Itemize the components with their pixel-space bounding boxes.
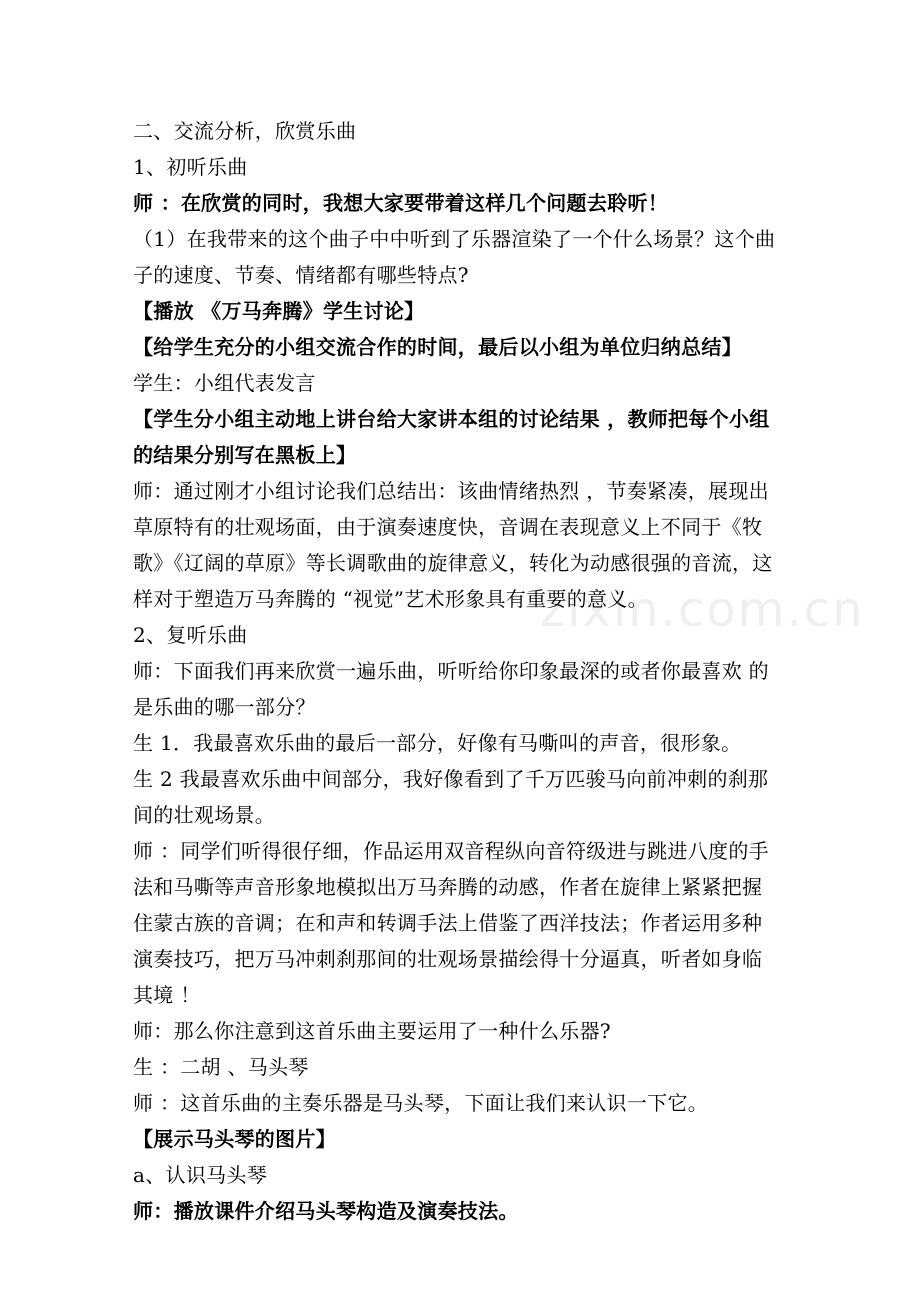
teacher-line: 草原特有的壮观场面，由于演奏速度快，音调在表现意义上不同于《牧 (133, 515, 763, 539)
teacher-line: 住蒙古族的音调；在和声和转调手法上借鉴了西洋技法；作者运用多种 (133, 911, 763, 935)
subheading-first-listen: 1、初听乐曲 (133, 155, 248, 179)
question-line: （1）在我带来的这个曲子中中听到了乐器渲染了一个什么场景？这个曲 (133, 227, 776, 251)
heading-section-2: 二、交流分析，欣赏乐曲 (133, 119, 357, 143)
teacher-line: 样对于塑造万马奔腾的 “视觉”艺术形象具有重要的意义。 (133, 587, 648, 611)
teacher-line: 师 ：同学们听得很仔细，作品运用双音程纵向音符级进与跳进八度的手 (133, 839, 769, 863)
teacher-line: 是乐曲的哪一部分？ (133, 695, 316, 719)
teacher-line: 师：下面我们再来欣赏一遍乐曲，听听给你印象最深的或者你最喜欢 的 (133, 659, 769, 683)
subheading-know-instrument: a、认识马头琴 (133, 1163, 268, 1187)
student-line: 生 1．我最喜欢乐曲的最后一部分，好像有马嘶叫的声音，很形象。 (133, 731, 742, 755)
teacher-line: 师 ：这首乐曲的主奏乐器是马头琴，下面让我们来认识一下它。 (133, 1091, 709, 1115)
document-body (133, 113, 813, 1229)
teacher-line: 师 ：在欣赏的同时，我想大家要带着这样几个问题去聆听！ (133, 191, 669, 215)
stage-direction: 【学生分小组主动地上讲台给大家讲本组的讨论结果 ，教师把每个小组 (133, 407, 770, 431)
teacher-line: 演奏技巧，把万马冲刺刹那间的壮观场景描绘得十分逼真，听者如身临 (133, 947, 763, 971)
subheading-second-listen: 2、复听乐曲 (133, 623, 248, 647)
student-line: 间的壮观场景。 (133, 803, 276, 827)
stage-direction: 【展示马头琴的图片】 (133, 1127, 336, 1151)
stage-direction: 【给学生充分的小组交流合作的时间，最后以小组为单位归纳总结】 (133, 335, 742, 359)
stage-direction: 【播放 《万马奔腾》学生讨论】 (133, 299, 425, 323)
watermark: zixin.com.cn (540, 582, 865, 638)
student-line: 生 2 我最喜欢乐曲中间部分，我好像看到了千万匹骏马向前冲刺的刹那 (133, 767, 769, 791)
student-line: 学生：小组代表发言 (133, 371, 316, 395)
teacher-line: 师：通过刚才小组讨论我们总结出：该曲情绪热烈 ，节奏紧凑，展现出 (133, 479, 769, 503)
teacher-line: 其境 ！ (133, 983, 201, 1007)
question-line: 子的速度、节奏、情绪都有哪些特点? (133, 263, 469, 287)
teacher-line: 歌》《辽阔的草原》等长调歌曲的旋律意义，转化为动感很强的音流，这 (133, 551, 773, 575)
student-line: 生 ：二胡 、马头琴 (133, 1055, 309, 1079)
stage-direction: 的结果分别写在黑板上】 (133, 443, 357, 467)
teacher-line: 师：那么你注意到这首乐曲主要运用了一种什么乐器? (133, 1019, 611, 1043)
teacher-line: 师：播放课件介绍马头琴构造及演奏技法。 (133, 1199, 519, 1223)
teacher-line: 法和马嘶等声音形象地模拟出万马奔腾的动感，作者在旋律上紧紧把握 (133, 875, 763, 899)
